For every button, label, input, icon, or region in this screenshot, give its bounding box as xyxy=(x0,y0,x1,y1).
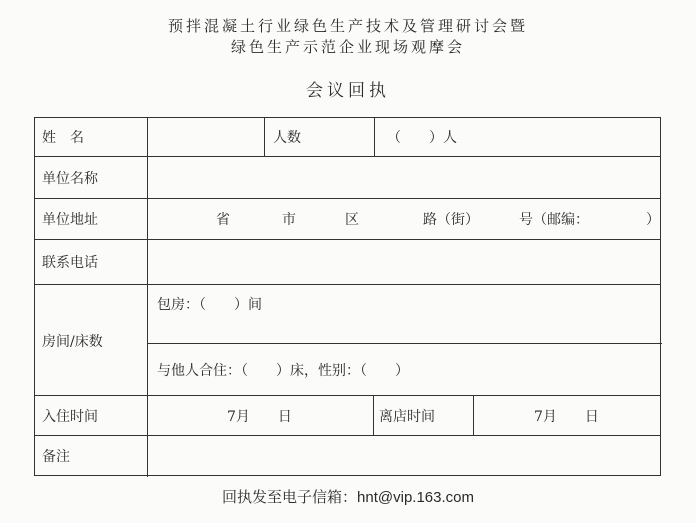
row-divider xyxy=(147,343,662,344)
form-title: 会议回执 xyxy=(306,81,390,101)
address-road[interactable]: 路（街） xyxy=(423,212,479,228)
event-title-line-1: 预拌混凝土行业绿色生产技术及管理研讨会暨 xyxy=(167,17,528,35)
address-close-paren: ） xyxy=(646,212,660,228)
name-label: 姓 名 xyxy=(42,130,84,146)
name-field[interactable] xyxy=(155,127,255,149)
room-label: 房间/床数 xyxy=(42,334,103,350)
column-divider xyxy=(473,395,474,435)
row-divider xyxy=(35,198,660,199)
checkin-label: 入住时间 xyxy=(42,409,98,425)
checkout-field[interactable]: 7月 日 xyxy=(534,409,599,425)
column-divider xyxy=(264,118,265,156)
address-city[interactable]: 市 xyxy=(282,212,296,228)
address-province[interactable]: 省 xyxy=(216,212,230,228)
checkout-label: 离店时间 xyxy=(379,409,435,425)
people-count-field[interactable]: （ ）人 xyxy=(387,130,457,146)
event-title-line-2: 绿色生产示范企业现场观摩会 xyxy=(230,38,465,56)
footer-prefix: 回执发至电子信箱： xyxy=(222,488,358,506)
row-divider xyxy=(35,395,660,396)
row-divider xyxy=(35,284,660,285)
remarks-label: 备注 xyxy=(42,449,70,465)
email-link[interactable]: hnt@vip.163.com xyxy=(357,489,474,506)
address-label: 单位地址 xyxy=(42,212,98,228)
row-divider xyxy=(35,239,660,240)
address-number-postcode[interactable]: 号（邮编： xyxy=(519,212,589,228)
organization-label: 单位名称 xyxy=(42,171,98,187)
registration-form-table xyxy=(34,117,661,476)
footer-note xyxy=(0,486,696,507)
checkin-field[interactable]: 7月 日 xyxy=(227,409,292,425)
private-room-field[interactable]: 包房：（ ）间 xyxy=(157,297,262,313)
phone-field[interactable] xyxy=(155,250,655,274)
shared-room-field[interactable]: 与他人合住：（ ）床，性别：（ ） xyxy=(157,363,409,379)
column-divider xyxy=(147,118,148,477)
column-divider xyxy=(374,118,375,156)
address-district[interactable]: 区 xyxy=(345,212,359,228)
row-divider xyxy=(35,435,660,436)
organization-field[interactable] xyxy=(155,166,655,190)
column-divider xyxy=(373,395,374,435)
row-divider xyxy=(35,156,660,157)
phone-label: 联系电话 xyxy=(42,255,98,271)
people-count-label: 人数 xyxy=(273,130,301,146)
remarks-field[interactable] xyxy=(155,442,655,470)
